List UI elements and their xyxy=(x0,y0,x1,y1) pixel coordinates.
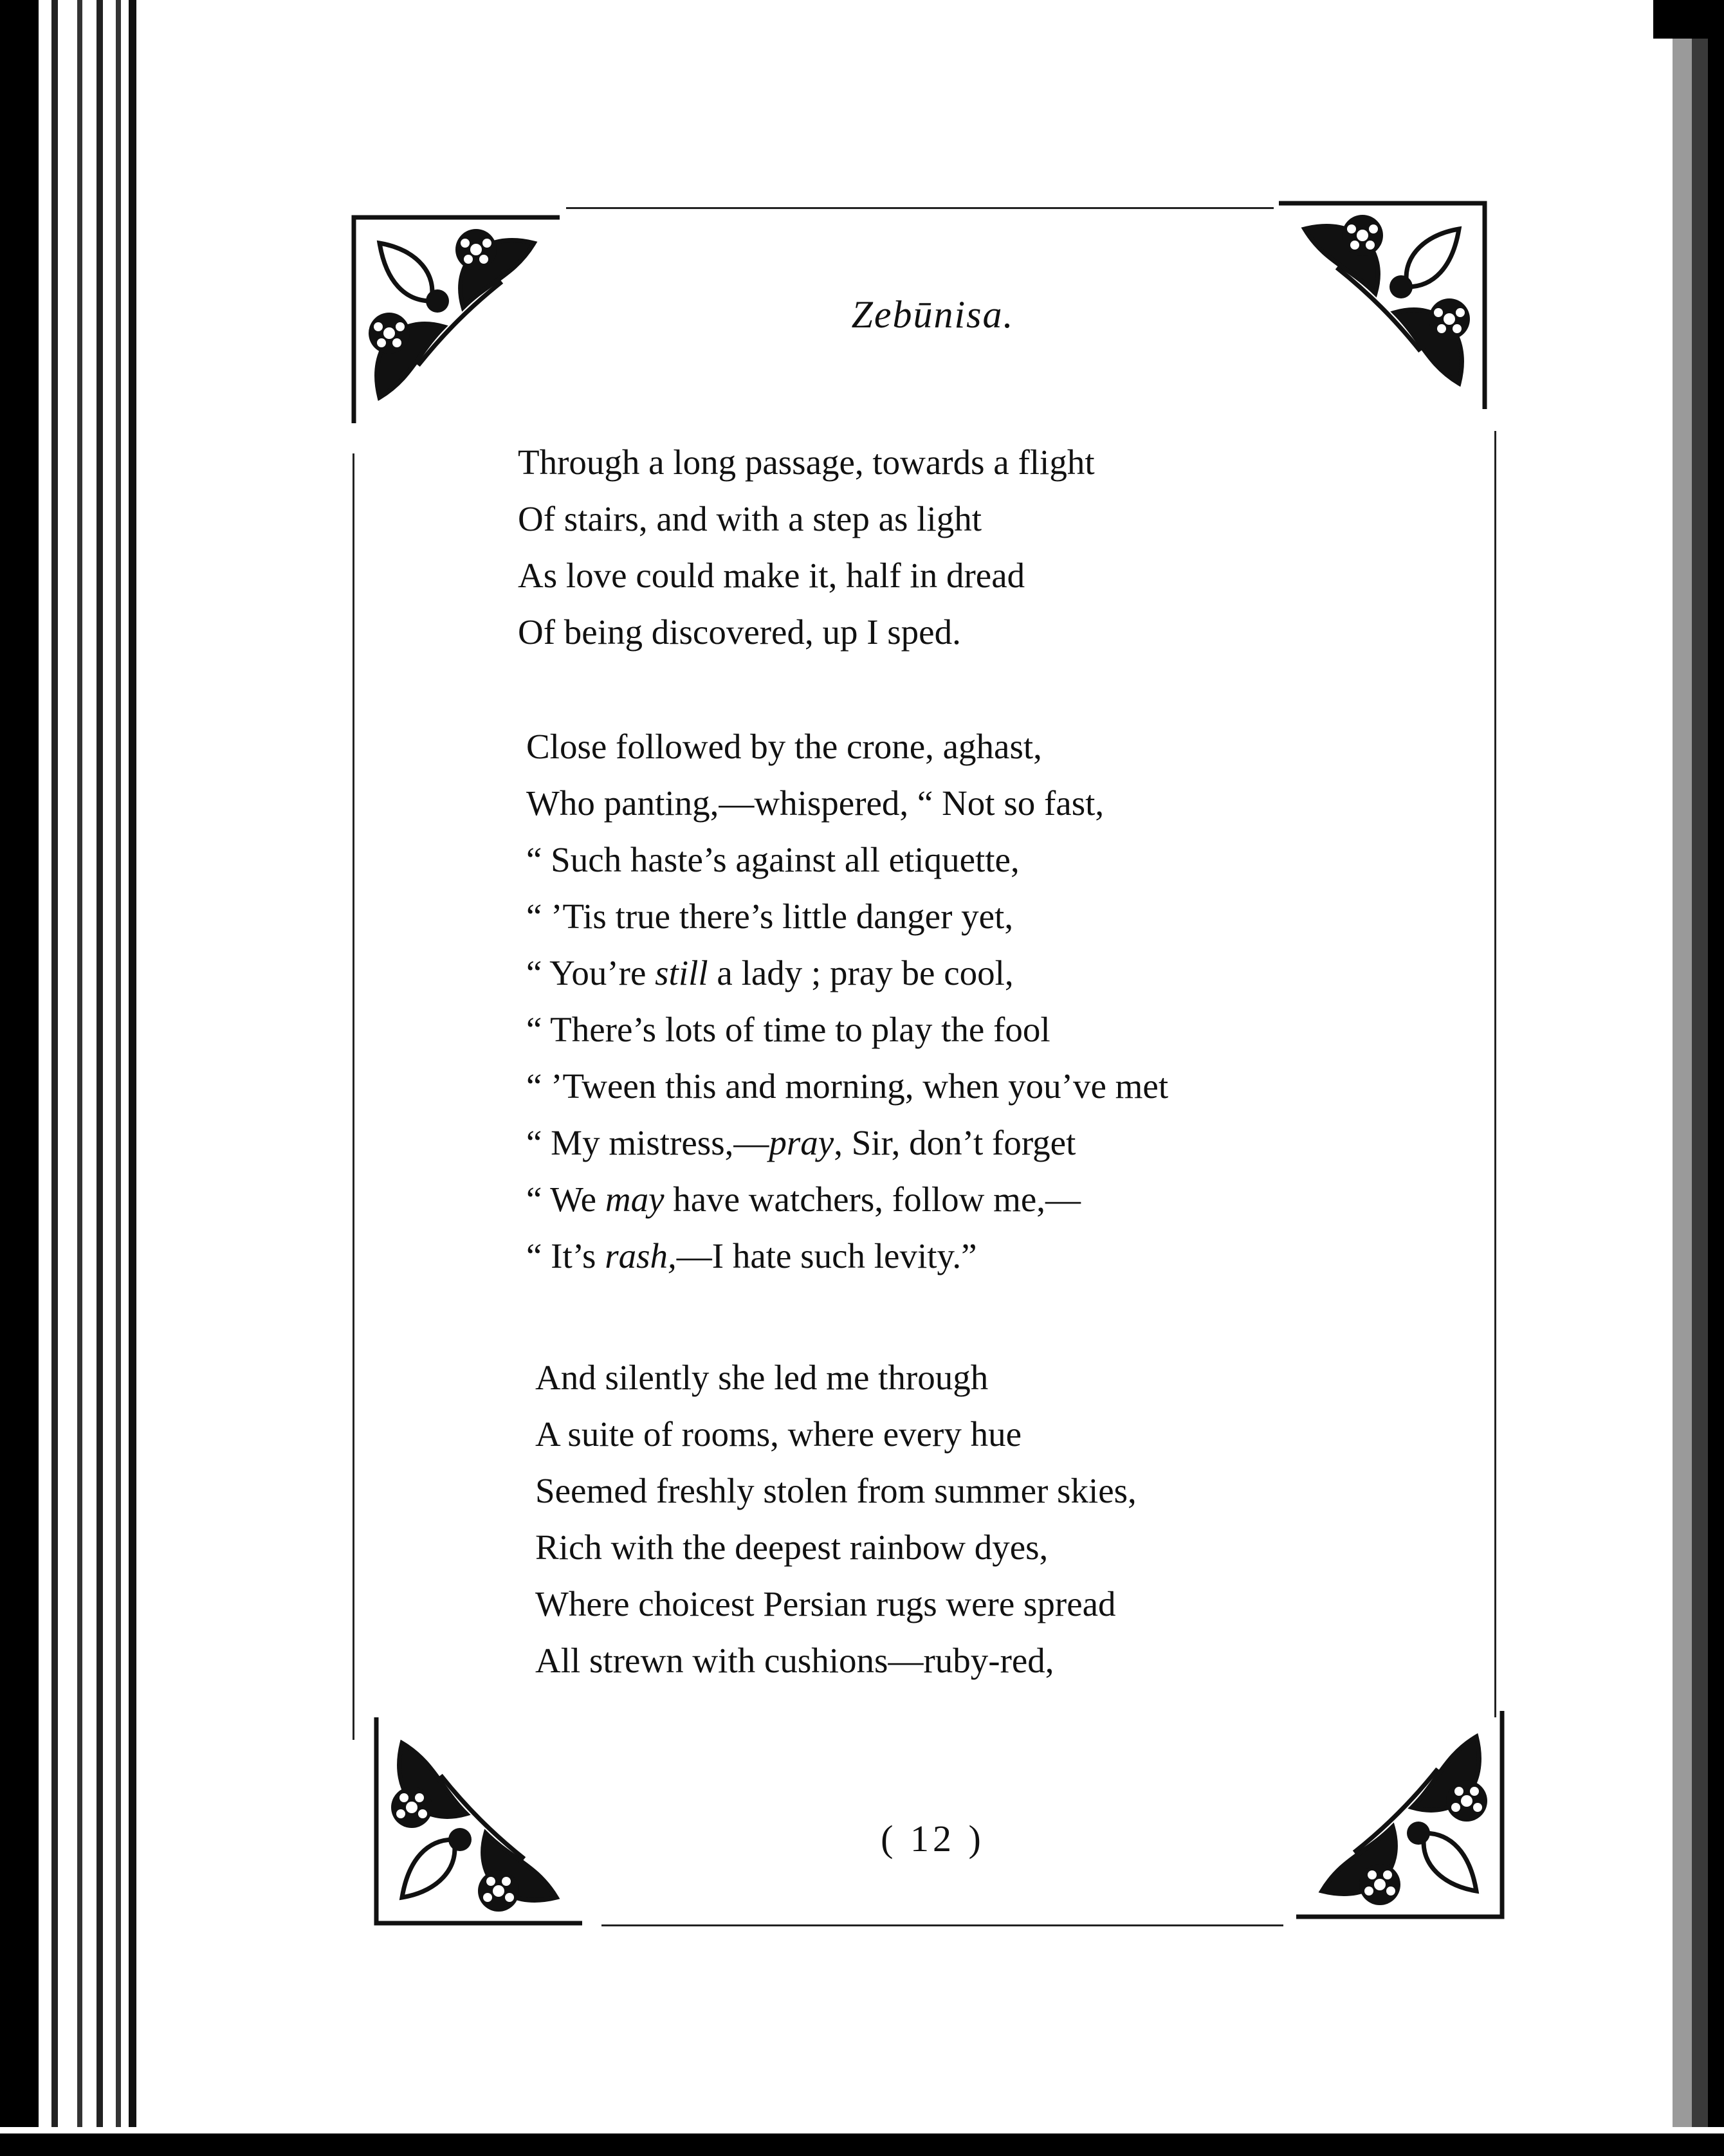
italic-text: pray xyxy=(769,1123,834,1162)
corner-ornament-top-right xyxy=(1266,190,1498,422)
running-head: Zebūnisa. xyxy=(851,293,1014,336)
poem-line xyxy=(526,1171,1168,1228)
poem-line xyxy=(535,1576,1137,1632)
frame-line-right xyxy=(1494,431,1496,1717)
italic-text: rash, xyxy=(605,1236,677,1275)
line-text: Of being discovered, up I sped. xyxy=(518,612,961,652)
poem-line xyxy=(526,775,1168,832)
line-text: “ It’s xyxy=(526,1236,605,1275)
line-text: Of stairs, and with a step as light xyxy=(518,499,982,538)
line-text: Rich with the deepest rainbow dyes, xyxy=(535,1528,1049,1567)
frame-line-bottom xyxy=(601,1924,1283,1926)
frame-line-left xyxy=(353,453,354,1740)
stanza-2 xyxy=(526,718,1168,1284)
poem-line xyxy=(526,1115,1168,1171)
line-text: —I hate such levity.” xyxy=(676,1236,977,1275)
poem-line xyxy=(526,1058,1168,1115)
scan-border-bottom xyxy=(0,2127,1724,2156)
corner-ornament-bottom-left xyxy=(363,1704,595,1936)
book-edge-right xyxy=(1653,0,1724,2156)
corner-ornament-bottom-right xyxy=(1283,1698,1515,1930)
italic-text: still xyxy=(655,953,708,992)
line-text: As love could make it, half in dread xyxy=(518,556,1025,595)
poem-line xyxy=(526,832,1168,888)
line-text: All strewn with cushions—ruby-red, xyxy=(535,1641,1054,1680)
poem-line xyxy=(535,1632,1137,1689)
line-text: Close followed by the crone, aghast, xyxy=(526,727,1042,766)
line-text: a lady ; pray be cool, xyxy=(708,953,1014,992)
line-text: Through a long passage, towards a flight xyxy=(518,443,1095,482)
line-text: “ You’re xyxy=(526,953,656,992)
page-number: ( 12 ) xyxy=(881,1818,985,1859)
poem-line xyxy=(535,1349,1137,1406)
line-text: “ ’Tis true there’s little danger yet, xyxy=(526,897,1014,936)
poem-line xyxy=(518,491,1095,547)
poem-line xyxy=(518,547,1095,604)
stanza-1 xyxy=(518,434,1095,661)
poem-line xyxy=(518,604,1095,661)
line-text: , Sir, don’t forget xyxy=(834,1123,1076,1162)
line-text: And silently she led me through xyxy=(535,1358,989,1397)
line-text: “ My mistress,— xyxy=(526,1123,769,1162)
line-text: Seemed freshly stolen from summer skies, xyxy=(535,1471,1137,1510)
stanza-3 xyxy=(535,1349,1137,1689)
line-text: Where choicest Persian rugs were spread xyxy=(535,1584,1116,1623)
poem-line xyxy=(535,1463,1137,1519)
line-text: “ We xyxy=(526,1180,605,1219)
italic-text: may xyxy=(605,1180,665,1219)
line-text: A suite of rooms, where every hue xyxy=(535,1414,1022,1454)
poem-line xyxy=(518,434,1095,491)
frame-line-top xyxy=(566,207,1274,209)
corner-ornament-top-left xyxy=(341,205,573,436)
line-text: “ There’s lots of time to play the fool xyxy=(526,1010,1050,1049)
line-text: “ Such haste’s against all etiquette, xyxy=(526,840,1020,879)
line-text: Who panting,—whispered, “ Not so fast, xyxy=(526,783,1105,823)
poem-line xyxy=(535,1406,1137,1463)
book-edge-left xyxy=(0,0,145,2156)
poem-line xyxy=(526,945,1168,1001)
poem-line xyxy=(526,1228,1168,1284)
poem-line xyxy=(535,1519,1137,1576)
line-text: have watchers, follow me,— xyxy=(664,1180,1081,1219)
poem-line xyxy=(526,718,1168,775)
poem-line xyxy=(526,888,1168,945)
poem-line xyxy=(526,1001,1168,1058)
line-text: “ ’Tween this and morning, when you’ve met xyxy=(526,1066,1169,1106)
